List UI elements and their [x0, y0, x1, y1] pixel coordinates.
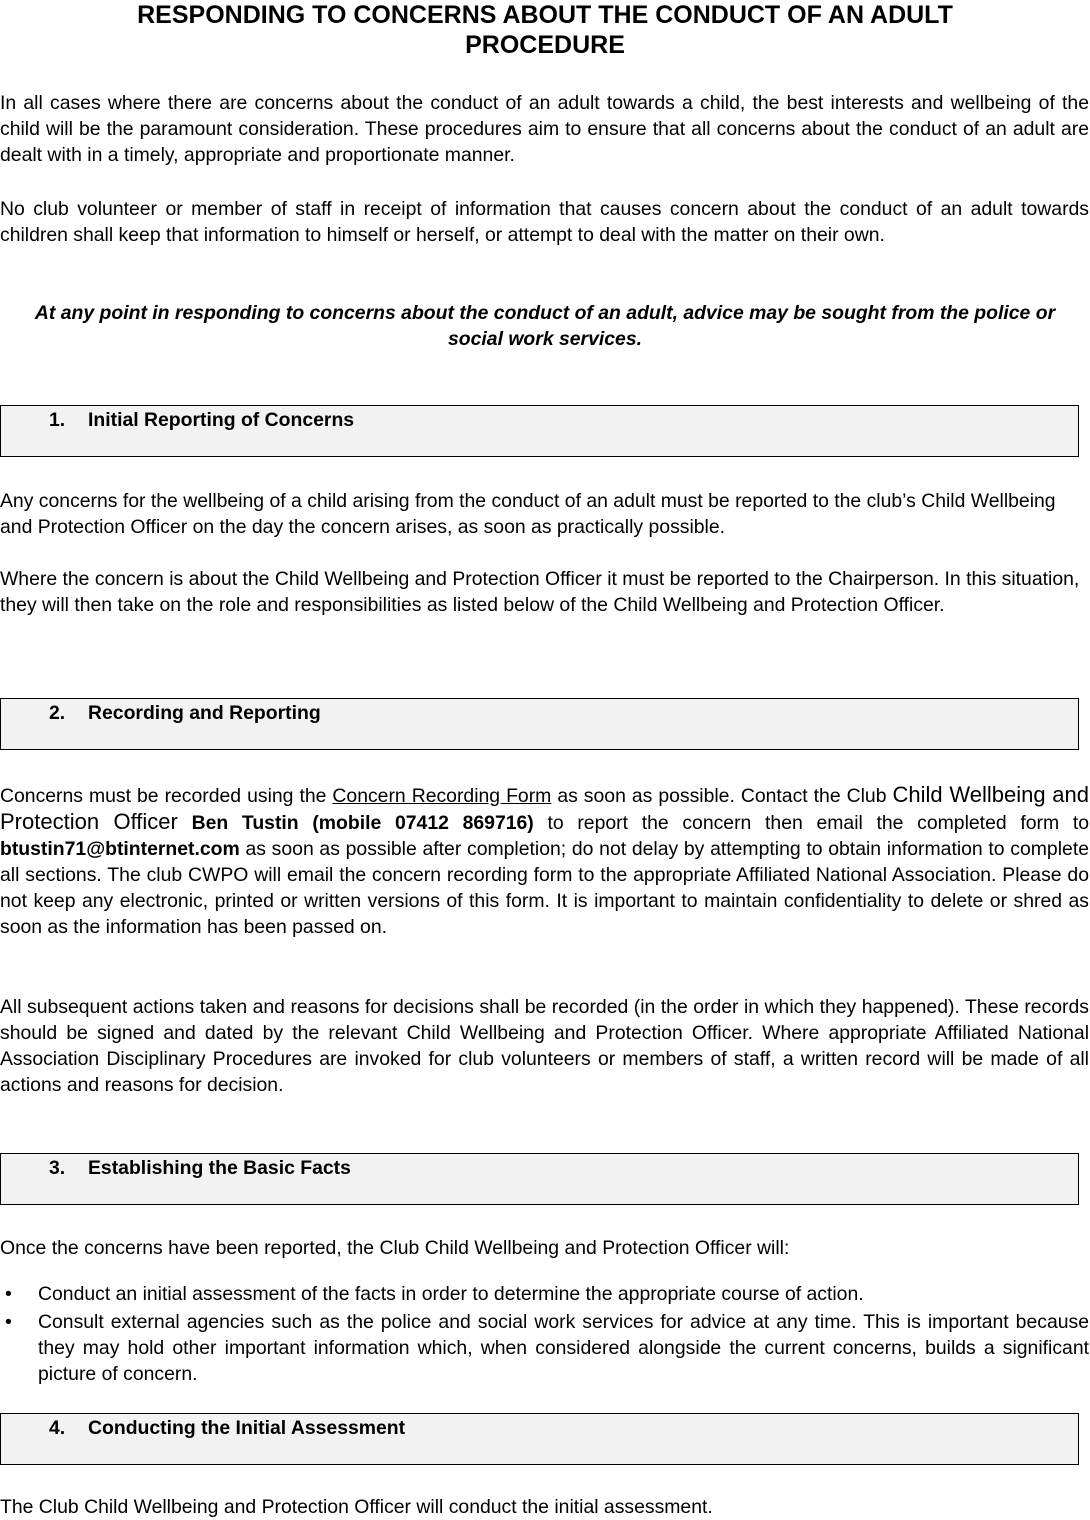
intro-paragraph-2: No club volunteer or member of staff in receipt of information that causes concern about the conduct of an adult towards children shall keep that information to himself or herself, or attempt to deal with the matter on their own.: [0, 198, 1089, 246]
page-title-line1: RESPONDING TO CONCERNS ABOUT THE CONDUCT OF AN ADULT: [137, 1, 953, 29]
section-2-paragraph-1: [0, 782, 1089, 940]
bullet-icon: •: [5, 1283, 12, 1305]
s2-text-post: as soon as possible after completion; do not delay by attempting to obtain information to complete all sections. The club CWPO will email the concern recording form to the appropriate Affiliated National Association. Please do not keep any electronic, printed or written versions of this form. It is important to maintain confidentiality to delete or shred as soon as the information has been passed on.: [0, 838, 1089, 938]
officer-email: btustin71@btinternet.com: [0, 838, 240, 860]
concern-recording-form-link[interactable]: Concern Recording Form: [332, 785, 552, 807]
section-2-number: 2.: [49, 702, 66, 724]
section-1-header: [0, 405, 1079, 457]
officer-role: Child Wellbeing and Protection Officer: [0, 782, 1089, 834]
s2-text-pre: Concerns must be recorded using the: [0, 785, 333, 807]
section-3-number: 3.: [49, 1157, 66, 1179]
section-1-number: 1.: [49, 409, 66, 431]
section-4-title: Conducting the Initial Assessment: [88, 1417, 406, 1439]
section-3-bullet-list: [0, 1281, 1089, 1389]
bullet-icon: •: [5, 1311, 12, 1333]
section-4-number: 4.: [49, 1417, 66, 1439]
list-item-text: Consult external agencies such as the police and social work services for advice at any time. This is important because they may hold other important information which, when considered alongside the current concerns, builds a significant picture of concern.: [38, 1311, 1089, 1385]
list-item: [0, 1309, 1089, 1387]
section-1-paragraph-2: Where the concern is about the Child Wellbeing and Protection Officer it must be reported to the Chairperson. In this situation, they will then take on the role and responsibilities as listed below of the Child Wellbeing and Protection Officer.: [0, 568, 1080, 616]
intro-paragraph-1: In all cases where there are concerns about the conduct of an adult towards a child, the best interests and wellbeing of the child will be the paramount consideration. These procedures aim to ensure that all concerns about the conduct of an adult are dealt with in a timely, appropriate and proportionate manner.: [0, 92, 1089, 166]
list-item-text: Conduct an initial assessment of the facts in order to determine the appropriate course of action.: [38, 1283, 864, 1305]
section-1-paragraph-1: Any concerns for the wellbeing of a child arising from the conduct of an adult must be reported to the club’s Child Wellbeing and Protection Officer on the day the concern arises, as soon as practically possible.: [0, 490, 1056, 538]
section-3-title: Establishing the Basic Facts: [88, 1157, 351, 1179]
section-4-header: [0, 1413, 1079, 1465]
section-2-paragraph-2: All subsequent actions taken and reasons for decisions shall be recorded (in the order in which they happened). These records should be signed and dated by the relevant Child Wellbeing and Protection Officer. Where appropriate Affiliated National Association Disciplinary Procedures are invoked for club volunteers or members of staff, a written record will be made of all actions and reasons for decision.: [0, 996, 1089, 1096]
section-4-paragraph-1: The Club Child Wellbeing and Protection Officer will conduct the initial assessment.: [0, 1496, 713, 1518]
section-2-header: [0, 698, 1079, 750]
page-title: [0, 0, 1090, 60]
list-item: [0, 1281, 1089, 1307]
page-title-line2: PROCEDURE: [465, 31, 625, 59]
section-3-header: [0, 1153, 1079, 1205]
s2-text-mid2: to report the concern then email the completed form to: [533, 812, 1089, 834]
advice-notice: At any point in responding to concerns about the conduct of an adult, advice may be sought from the police or social work services.: [34, 302, 1056, 350]
section-3-paragraph-1: Once the concerns have been reported, the Club Child Wellbeing and Protection Officer will:: [0, 1237, 790, 1259]
section-1-title: Initial Reporting of Concerns: [88, 409, 355, 431]
officer-name-contact: Ben Tustin (mobile 07412 869716): [191, 812, 534, 834]
s2-text-mid1: as soon as possible. Contact the Club: [551, 785, 893, 807]
section-2-title: Recording and Reporting: [88, 702, 321, 724]
